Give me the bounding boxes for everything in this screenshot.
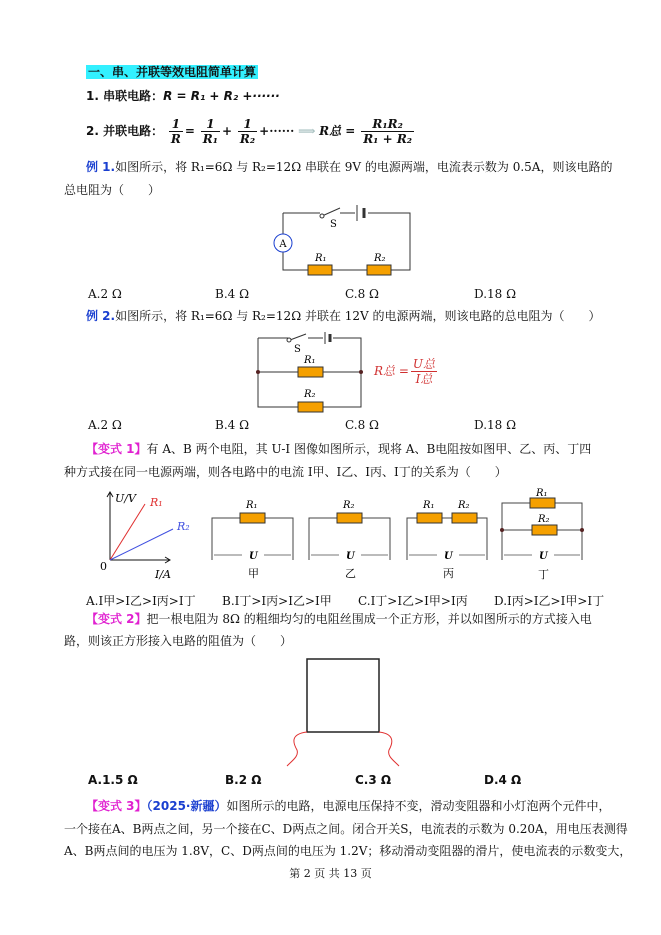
option-b: B.4 Ω [215, 287, 250, 301]
svg-text:丁: 丁 [538, 568, 549, 581]
variant-3-text: 【变式 3】（2025·新疆）如图所示的电路，电源电压保持不变，滑动变阻器和小灯泡两个元件中， [86, 799, 611, 813]
svg-text:R₂: R₂ [177, 520, 190, 533]
fraction: $\frac{1}{\text{R₁}}$ [202, 117, 219, 146]
circuit-yi [309, 495, 391, 585]
svg-text:I/A: I/A [155, 568, 171, 581]
square-wire-diagram [285, 658, 405, 758]
variant-2-text: 【变式 2】把一根电阻为 8Ω 的粗细均匀的电阻丝围成一个正方形，并以如图所示的方式接入电 [86, 612, 592, 626]
svg-text:R₁: R₁ [246, 500, 258, 511]
svg-text:0: 0 [100, 560, 107, 573]
fraction: $\frac{1}{R}$ [170, 117, 181, 146]
option-c: C.8 Ω [345, 287, 379, 301]
example-1-text-cont: 总电阻为（ ） [64, 183, 161, 197]
svg-text:R₁: R₁ [423, 500, 435, 511]
option-a: A.2 Ω [88, 418, 122, 432]
svg-text:R₂: R₂ [538, 514, 550, 525]
option-b: B.4 Ω [215, 418, 250, 432]
variant-1-text: 【变式 1】有 A、B 两个电阻，其 U-I 图像如图所示，现将 A、B电阻按如图甲、乙、丙、丁四 [86, 442, 592, 456]
arrow-icon: ⟹ [298, 124, 316, 138]
svg-text:R₂: R₂ [374, 253, 386, 264]
option-d: D.18 Ω [474, 287, 517, 301]
svg-text:S: S [330, 219, 337, 230]
svg-text:A: A [279, 239, 287, 250]
svg-text:S: S [294, 344, 301, 355]
resistor-r2 [367, 265, 391, 275]
option-c: C.3 Ω [355, 773, 392, 787]
svg-text:甲: 甲 [248, 567, 259, 580]
option-c: C.8 Ω [345, 418, 379, 432]
svg-text:U: U [346, 551, 355, 562]
svg-text:R₁: R₁ [315, 253, 327, 264]
page-footer: 第 2 页 共 13 页 [289, 867, 372, 880]
example-2-text: 例 2.如图所示，将 R₁=6Ω 与 R₂=12Ω 并联在 12V 的电源两端，则该电路的总电阻为（ ） [86, 309, 601, 323]
resistor-r1 [308, 265, 332, 275]
ohms-law-formula: R总 = $\frac{\text{U总}}{\text{I总}}$ [374, 357, 436, 386]
svg-text:乙: 乙 [345, 567, 356, 580]
variant-3-text-cont: 一个接在A、B两点之间，另一个接在C、D两点之间。闭合开关S，电流表的示数为 0.20A，用电压表测得 [64, 822, 628, 836]
circuit-jia [212, 495, 294, 585]
circuit-ding [502, 490, 584, 585]
variant-2-text-cont: 路，则该正方形接入电路的阻值为（ ） [64, 634, 293, 648]
section-heading: 一、串、并联等效电阻简单计算 [88, 65, 257, 79]
option-c: C.I丁>I乙>I甲>I丙 [358, 594, 468, 608]
svg-text:U: U [444, 551, 453, 562]
svg-text:丙: 丙 [443, 567, 454, 580]
svg-text:R₂: R₂ [304, 389, 316, 400]
svg-text:R₁: R₁ [304, 355, 316, 366]
option-d: D.I丙>I乙>I甲>I丁 [494, 594, 605, 608]
svg-text:R₁: R₁ [150, 496, 163, 509]
svg-text:R₁: R₁ [536, 488, 548, 499]
option-a: A.1.5 Ω [88, 773, 138, 787]
option-b: B.2 Ω [225, 773, 262, 787]
parallel-formula-line: 2. 并联电路： $\frac{1}{R}$ = $\frac{1}{\text{R₁}}$ + $\frac{1}{\text{R₂}}$ +······ ⟹ R总 = $\frac{\text{R₁R₂}}{\text{R₁ + R₂}}$ [86, 117, 413, 146]
option-a: A.I甲>I乙>I丙>I丁 [86, 594, 196, 608]
svg-text:U/V: U/V [115, 492, 136, 505]
svg-text:U: U [539, 551, 548, 562]
fraction: $\frac{1}{\text{R₂}}$ [239, 117, 256, 146]
option-a: A.2 Ω [88, 287, 122, 301]
option-b: B.I丁>I丙>I乙>I甲 [222, 594, 332, 608]
variant-3-text-cont: A、B两点间的电压为 1.8V，C、D两点间的电压为 1.2V；移动滑动变阻器的滑片，使电流表的示数变大， [64, 844, 632, 858]
ui-graph [100, 492, 200, 582]
variant-1-text-cont: 种方式接在同一电源两端，则各电路中的电流 I甲、I乙、I丙、I丁的关系为（ ） [64, 465, 507, 479]
svg-text:R₂: R₂ [458, 500, 470, 511]
circuit-bing [407, 495, 489, 585]
series-circuit-diagram [260, 205, 420, 280]
svg-text:U: U [249, 551, 258, 562]
parallel-circuit-diagram [258, 332, 368, 412]
option-d: D.18 Ω [474, 418, 517, 432]
example-1-text: 例 1.如图所示，将 R₁=6Ω 与 R₂=12Ω 串联在 9V 的电源两端，电流表示数为 0.5A，则该电路的 [86, 160, 613, 174]
fraction: $\frac{\text{R₁R₂}}{\text{R₁ + R₂}}$ [363, 117, 413, 146]
option-d: D.4 Ω [484, 773, 522, 787]
svg-text:R₂: R₂ [343, 500, 355, 511]
series-formula-line: 1. 串联电路：R = R₁ + R₂ +······ [86, 89, 280, 103]
